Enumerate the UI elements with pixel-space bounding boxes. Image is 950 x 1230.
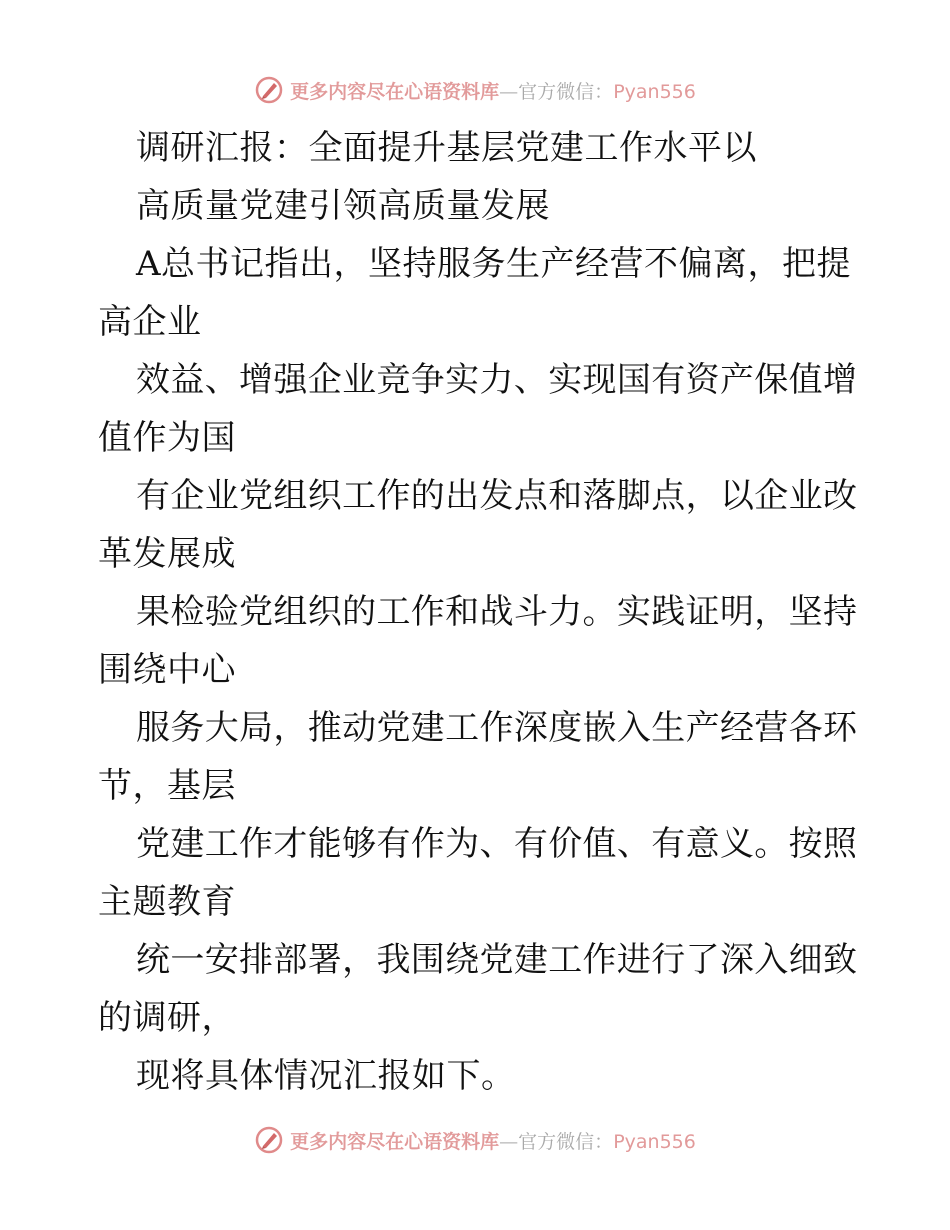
text-line: 高企业 xyxy=(98,302,202,342)
pen-logo-icon xyxy=(254,75,284,105)
text-line: 效益、增强企业竞争实力、实现国有资产保值增 xyxy=(136,360,858,400)
text-line: 值作为国 xyxy=(98,418,236,458)
watermark-text xyxy=(290,77,696,104)
text-line: 节，基层 xyxy=(98,766,236,806)
pen-logo-icon xyxy=(254,1125,284,1155)
text-line: 党建工作才能够有作为、有价值、有意义。按照 xyxy=(136,824,858,864)
text-line: 服务大局，推动党建工作深度嵌入生产经营各环 xyxy=(136,708,858,748)
watermark-official-text: 官方微信： xyxy=(518,80,614,103)
text-line: 有企业党组织工作的出发点和落脚点，以企业改 xyxy=(136,476,858,516)
text-line: 革发展成 xyxy=(98,534,236,574)
text-line: 的调研， xyxy=(98,998,236,1038)
watermark-official-text: 官方微信： xyxy=(518,1130,614,1153)
watermark-wechat-id: Pyan556 xyxy=(613,1130,696,1153)
text-line: 围绕中心 xyxy=(98,650,236,690)
text-line: 现将具体情况汇报如下。 xyxy=(136,1056,516,1096)
watermark-text xyxy=(290,1127,696,1154)
watermark-dash: — xyxy=(499,1130,519,1153)
header-watermark xyxy=(0,70,950,110)
watermark-wechat-id: Pyan556 xyxy=(613,80,696,103)
watermark-site-text: 更多内容尽在心语资料库 xyxy=(290,80,500,103)
watermark-site-text: 更多内容尽在心语资料库 xyxy=(290,1130,500,1153)
watermark-dash: — xyxy=(499,80,519,103)
text-line: A总书记指出，坚持服务生产经营不偏离，把提 xyxy=(136,244,852,284)
text-line: 调研汇报：全面提升基层党建工作水平以 xyxy=(136,128,757,168)
text-line: 高质量党建引领高质量发展 xyxy=(136,186,550,226)
text-line: 果检验党组织的工作和战斗力。实践证明，坚持 xyxy=(136,592,858,632)
footer-watermark xyxy=(0,1120,950,1160)
text-line: 主题教育 xyxy=(98,882,236,922)
text-line: 统一安排部署，我围绕党建工作进行了深入细致 xyxy=(136,940,858,980)
